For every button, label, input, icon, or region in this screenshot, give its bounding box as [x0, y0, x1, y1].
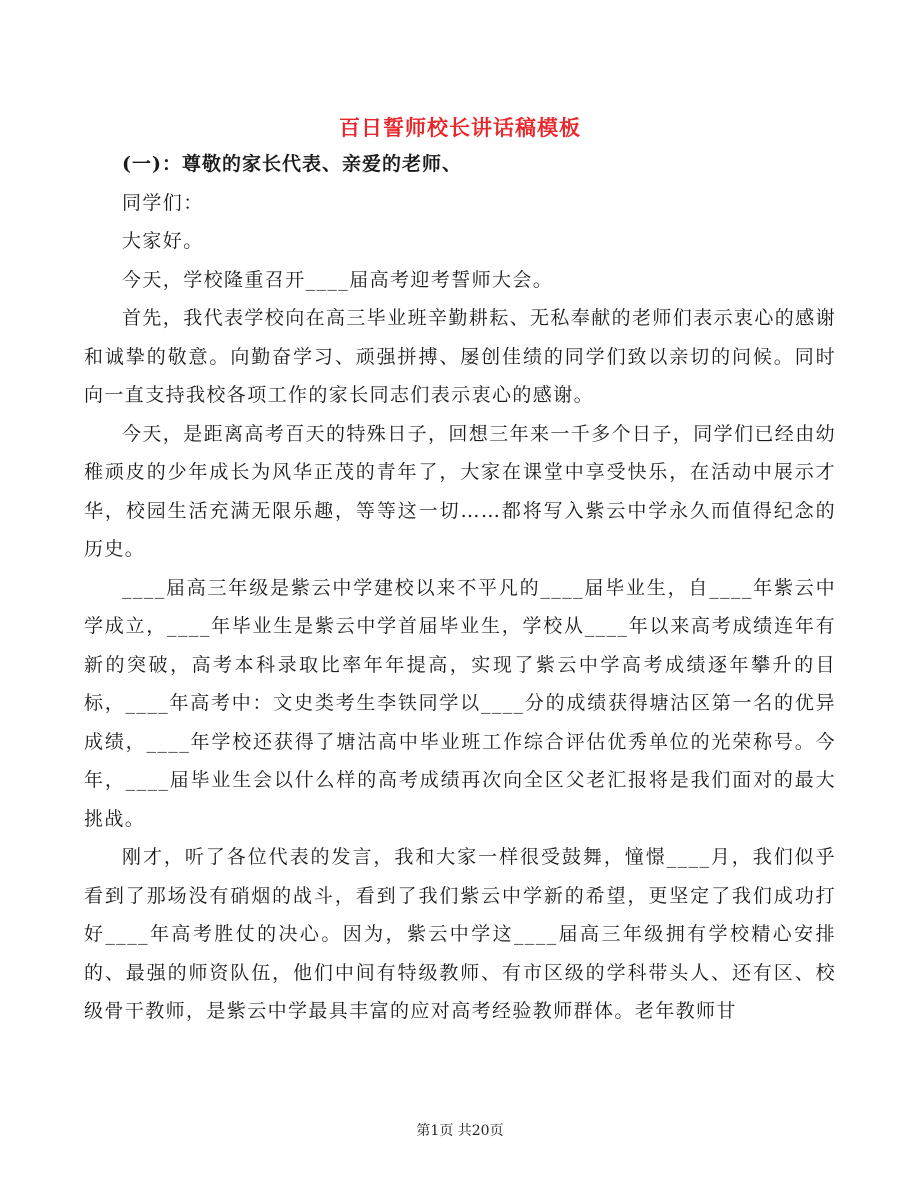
paragraph-hundred-days: 今天，是距离高考百天的特殊日子，回想三年来一千多个日子，同学们已经由幼稚顽皮的少年成长为风华正茂的青年了，大家在课堂中享受快乐，在活动中展示才华，校园生活充满无限乐趣，等等这一切……都将写入紫云中学永久而值得纪念的历史。 [84, 422, 837, 560]
document-body [84, 145, 836, 1031]
paragraph-salutation: (一)：尊敬的家长代表、亲爱的老师、 [122, 153, 462, 175]
document-title: 百日誓师校长讲话稿模板 [339, 115, 581, 140]
paragraph-encouragement: 刚才，听了各位代表的发言，我和大家一样很受鼓舞，憧憬____月，我们似乎看到了那场没有硝烟的战斗，看到了我们紫云中学新的希望，更坚定了我们成功打好____年高考胜仗的决心。因为，紫云中学这____届高三年级拥有学校精心安排的、最强的师资队伍，他们中间有特级教师、有市区级的学科带头人、还有区、校级骨干教师，是紫云中学最具丰富的应对高考经验教师群体。老年教师甘 [84, 846, 836, 1022]
paragraph-greeting: 大家好。 [122, 230, 204, 252]
paragraph-thanks: 首先，我代表学校向在高三毕业班辛勤耕耘、无私奉献的老师们表示衷心的感谢和诚挚的敬意。向勤奋学习、顽强拼搏、屡创佳绩的同学们致以亲切的问候。同时向一直支持我校各项工作的家长同志们表示衷心的感谢。 [84, 307, 837, 406]
paragraph-meeting: 今天，学校隆重召开____届高考迎考誓师大会。 [122, 268, 554, 291]
page-footer: 第1页 共20页 [416, 1123, 504, 1139]
paragraph-students: 同学们： [122, 191, 204, 214]
paragraph-history: ____届高三年级是紫云中学建校以来不平凡的____届毕业生，自____年紫云中学成立，____年毕业生是紫云中学首届毕业生，学校从____年以来高考成绩连年有新的突破，高考本科录取比率年年提高，实现了紫云中学高考成绩逐年攀升的目标，____年高考中：文史类考生李铁同学以____分的成绩获得塘沽区第一名的优异成绩，____年学校还获得了塘沽高中毕业班工作综合评估优秀单位的光荣称号。今年，____届毕业生会以什么样的高考成绩再次向全区父老汇报将是我们面对的最大挑战。 [84, 576, 836, 830]
